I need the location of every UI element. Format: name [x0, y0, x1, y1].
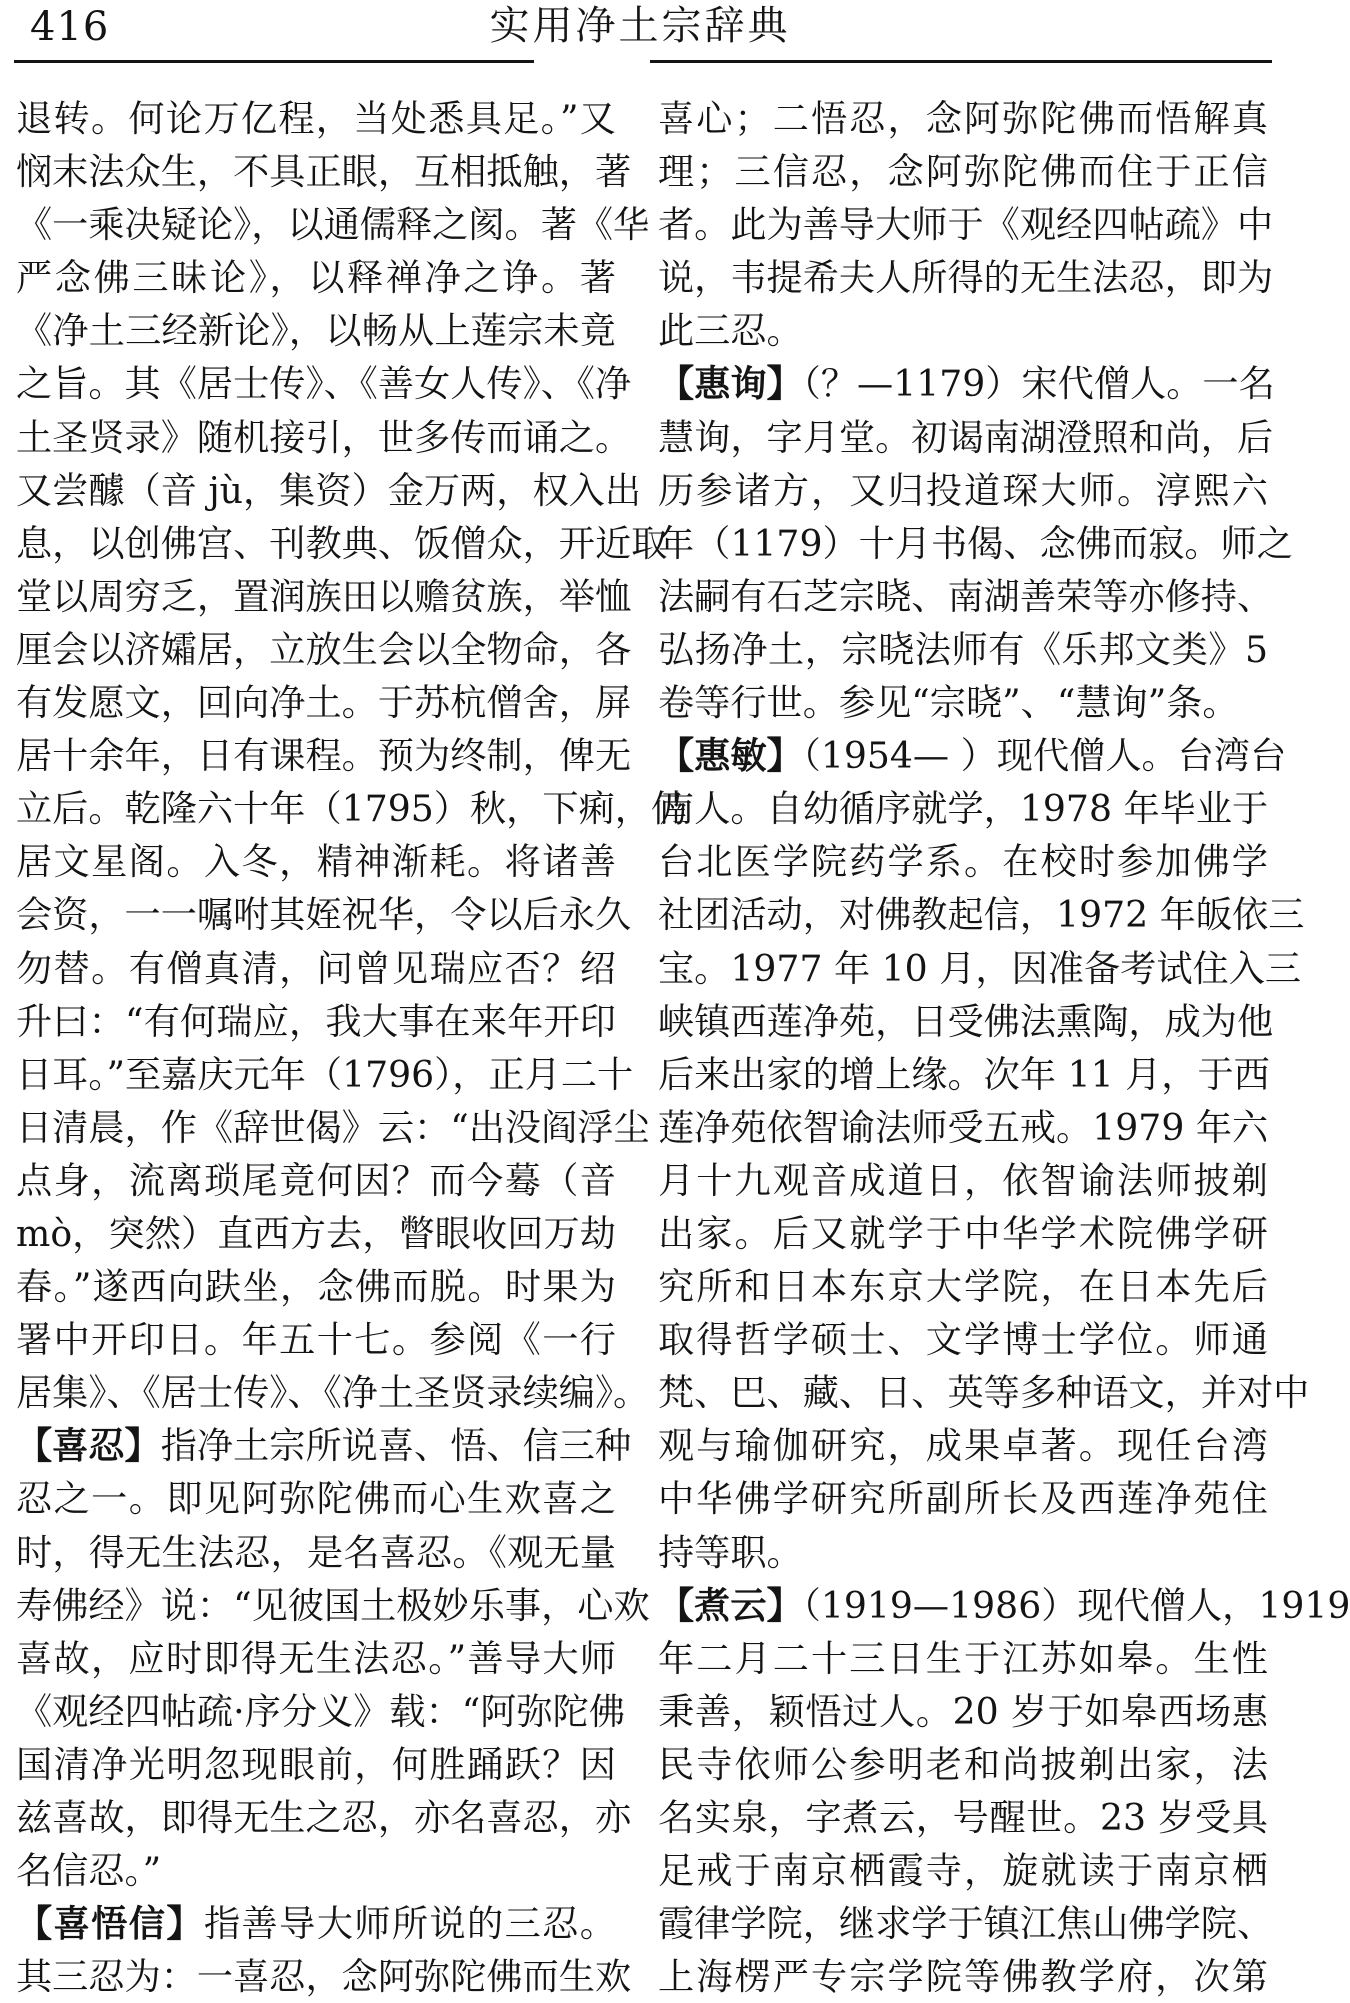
- text-line: 说，韦提希夫人所得的无生法忍，即为: [658, 256, 1274, 300]
- text-line: 土圣贤录》随机接引，世多传而诵之。: [16, 415, 632, 459]
- text-line: 足戒于南京栖霞寺，旋就读于南京栖: [658, 1849, 1268, 1893]
- text-line: 中华佛学研究所副所长及西莲净苑住: [658, 1477, 1268, 1521]
- text-line: 又尝醵（音 jù，集资）金万两，权入出: [16, 468, 642, 512]
- text-line: 者。此为善导大师于《观经四帖疏》中: [658, 203, 1274, 247]
- text-line: 慧询，字月堂。初谒南湖澄照和尚，后: [658, 415, 1274, 459]
- page-number: 416: [30, 4, 110, 50]
- text-line: 理；三信忍，念阿弥陀佛而住于正信: [658, 150, 1268, 194]
- text-line: mò，突然）直西方去，瞥眼收回万劫: [16, 1211, 616, 1255]
- text-line: 弘扬净土，宗晓法师有《乐邦文类》5: [658, 627, 1268, 671]
- text-line: 息，以创佛宫、刊教典、饭僧众，开近取: [16, 521, 668, 565]
- header-rule-right: [650, 60, 1272, 63]
- running-title: 实用净土宗辞典: [489, 3, 791, 49]
- text-line: 社团活动，对佛教起信，1972 年皈依三: [658, 893, 1305, 937]
- text-line: 名实泉，字煮云，号醒世。23 岁受具: [658, 1796, 1268, 1839]
- text-line: 居十余年，日有课程。预为终制，俾无: [16, 734, 632, 778]
- text-line: 宝。1977 年 10 月，因准备考试住入三: [658, 946, 1302, 990]
- text-line: 取得哲学硕士、文学博士学位。师通: [658, 1318, 1268, 1362]
- text-line: 上海楞严专宗学院等佛教学府，次第: [658, 1955, 1268, 1999]
- text-line: 月十九观音成道日，依智谕法师披剃: [658, 1158, 1268, 1202]
- text-line: 出家。后又就学于中华学术院佛学研: [658, 1211, 1268, 1255]
- text-line: 《净土三经新论》，以畅从上莲宗未竟: [16, 309, 616, 353]
- text-line: 年二月二十三日生于江苏如皋。生性: [658, 1636, 1268, 1680]
- text-line: 峡镇西莲净苑，日受佛法熏陶，成为他: [658, 999, 1274, 1043]
- left-column: [16, 92, 688, 2003]
- right-column: [658, 92, 1350, 2003]
- text-line: 此三忍。: [658, 309, 803, 353]
- text-line: 梵、巴、藏、日、英等多种语文，并对中: [658, 1371, 1310, 1415]
- text-line: 名信忍。”: [16, 1849, 162, 1893]
- text-line: 《一乘决疑论》，以通儒释之阂。著《华: [16, 203, 650, 247]
- text-line: 退转。何论万亿程，当处悉具足。”又: [16, 97, 616, 140]
- text-line: 卷等行世。参见“宗晓”、“慧询”条。: [658, 681, 1239, 725]
- entry-headword: 【惠敏】: [658, 734, 803, 778]
- page-header: [0, 0, 1278, 62]
- text-line: 严念佛三昧论》，以释禅净之诤。著: [16, 256, 616, 300]
- text-line: 莲净苑依智谕法师受五戒。1979 年六: [658, 1105, 1269, 1149]
- text-line: 厘会以济孀居，立放生会以全物命，各: [16, 627, 632, 671]
- entry-huimin-line: 【惠敏】（1954— ）现代僧人。台湾台: [658, 734, 1287, 778]
- text-line: 堂以周穷乏，置润族田以赡贫族，举恤: [16, 574, 632, 618]
- text-line: 南人。自幼循序就学，1978 年毕业于: [658, 787, 1269, 831]
- text-line: 忍之一。即见阿弥陀佛而心生欢喜之: [16, 1477, 616, 1521]
- entry-headword: 【煮云】: [658, 1583, 803, 1627]
- text-line: 有发愿文，回向净土。于苏杭僧舍，屏: [16, 681, 632, 725]
- text-line: 会资，一一嘱咐其姪祝华，令以后永久: [16, 893, 632, 937]
- text-line: 立后。乾隆六十年（1795）秋，下痢，仍: [16, 787, 688, 831]
- text-line: 年（1179）十月书偈、念佛而寂。师之: [658, 521, 1293, 565]
- text-line: 观与瑜伽研究，成果卓著。现任台湾: [658, 1424, 1268, 1468]
- text-line: 持等职。: [658, 1530, 803, 1574]
- entry-huixun-line: 【惠询】（？—1179）宋代僧人。一名: [658, 362, 1275, 406]
- text-line: 日耳。”至嘉庆元年（1796），正月二十: [16, 1052, 634, 1096]
- text-line: 民寺依师公参明老和尚披剃出家，法: [658, 1742, 1268, 1786]
- entry-headword: 【喜忍】: [16, 1424, 161, 1468]
- entry-headword: 【喜悟信】: [16, 1902, 204, 1946]
- text-line: 春。”遂西向趺坐，念佛而脱。时果为: [16, 1265, 616, 1309]
- text-line: 喜故，应时即得无生法忍。”善导大师: [16, 1636, 616, 1680]
- text-line: 署中开印日。年五十七。参阅《一行: [16, 1318, 616, 1362]
- text-line: 喜心；二悟忍，念阿弥陀佛而悟解真: [658, 97, 1268, 140]
- text-line: 国清净光明忽现眼前，何胜踊跃？因: [16, 1742, 616, 1786]
- entry-zhuyun-line: 【煮云】（1919—1986）现代僧人，1919: [658, 1583, 1350, 1627]
- entry-xiwuxin-line: 【喜悟信】指善导大师所说的三忍。: [16, 1902, 616, 1946]
- text-line: 居文星阁。入冬，精神渐耗。将诸善: [16, 840, 616, 884]
- entry-xiren-line: 【喜忍】指净土宗所说喜、悟、信三种: [16, 1424, 632, 1468]
- entry-headword: 【惠询】: [658, 362, 803, 406]
- text-line: 之旨。其《居士传》、《善女人传》、《净: [16, 362, 632, 406]
- text-line: 究所和日本东京大学院，在日本先后: [658, 1265, 1268, 1309]
- text-line: 寿佛经》说：“见彼国土极妙乐事，心欢: [16, 1583, 650, 1627]
- text-line: 点身，流离琐尾竟何因？而今蓦（音: [16, 1158, 616, 1202]
- text-line: 勿替。有僧真清，问曾见瑞应否？绍: [16, 946, 616, 990]
- text-line: 台北医学院药学系。在校时参加佛学: [658, 840, 1268, 884]
- text-line: 居集》、《居士传》、《净土圣贤录续编》。: [16, 1371, 650, 1415]
- text-line: 历参诸方，又归投道琛大师。淳熙六: [658, 468, 1268, 512]
- text-line: 兹喜故，即得无生之忍，亦名喜忍，亦: [16, 1796, 632, 1839]
- text-line: 悯末法众生，不具正眼，互相抵触，著: [16, 150, 632, 194]
- text-line: 升曰：“有何瑞应，我大事在来年开印: [16, 999, 616, 1043]
- text-line: 时，得无生法忍，是名喜忍。《观无量: [16, 1530, 616, 1574]
- text-line: 霞律学院，继求学于镇江焦山佛学院、: [658, 1902, 1274, 1946]
- text-line: 《观经四帖疏·序分义》载：“阿弥陀佛: [16, 1689, 626, 1733]
- text-line: 秉善，颖悟过人。20 岁于如皋西场惠: [658, 1689, 1268, 1733]
- text-line: 日清晨，作《辞世偈》云：“出没阎浮尘: [16, 1105, 650, 1149]
- text-line: 法嗣有石芝宗晓、南湖善荣等亦修持、: [658, 574, 1274, 618]
- text-line: 其三忍为：一喜忍，念阿弥陀佛而生欢: [16, 1955, 632, 1999]
- header-rule-left: [14, 60, 534, 63]
- text-line: 后来出家的增上缘。次年 11 月，于西: [658, 1052, 1270, 1096]
